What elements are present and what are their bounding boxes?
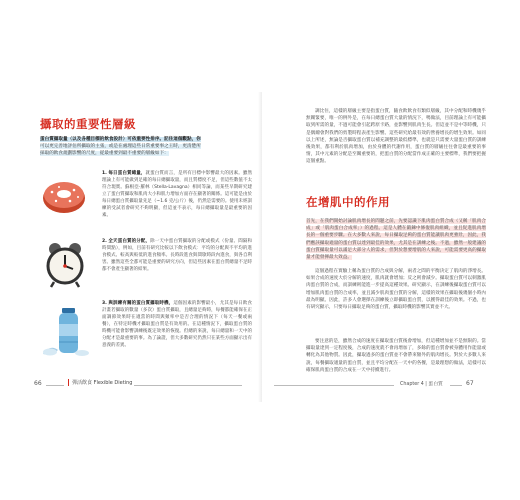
hierarchy-item-1: [40, 170, 260, 230]
item-1-number: 1.: [102, 171, 107, 176]
body-paragraph-1: [306, 268, 486, 334]
intro-paragraph: [40, 136, 254, 158]
left-page: [0, 92, 262, 402]
hierarchy-item-3: [40, 300, 260, 370]
book-spread: [0, 92, 520, 402]
donut-icon: [40, 170, 92, 222]
top-paragraph: [306, 108, 486, 165]
section-heading-right: 在增肌中的作用: [306, 195, 390, 209]
item-3-number: 3.: [102, 301, 107, 306]
body-paragraph-1-text: 這個過程在實驗上稱為蛋白質的合成與分解，兩者之間的平衡決定了肌肉的淨增長。如果合成的速度大於分解的速度，肌肉就會增加；反之則會減少。攝取蛋白質可以刺激肌肉蛋白質的合成，而訓練則能進一步提高這種效果。研究顯示，在訓練後攝取蛋白質可以增加肌肉蛋白質的合成率，並且減少肌肉蛋白質的分解，這樣的效果在攝取後幾個小時內最為明顯。因此，許多人會選擇在訓練後立即攝取蛋白質，以獲得最佳的效果。不過，也有研究顯示，只要每日攝取足夠的蛋白質，攝取時機的影響其實並不大。: [306, 269, 486, 311]
top-paragraph-text: 調比住，這樣的層級主要是指蛋白質，隨食飲飲食有類似層級，其中分配和時機幾乎無關緊要，唯一的例外是，在每日總蛋白質大量的情況下，嗎做法，目前理論上有可能攝取到所需的量，不過可能會引起跨原卡路，並影響到肌肉生長。但這並不是中等時機，只是偶爾會對我們的剪製時程表產生影響。這些研究給最有效的營養增長的增生效果。如同以上所述，無論是否攝取蛋白質以補充調整的最低標準，也就是只需要大量蛋白質的訓練後效果，都有利於肌肉增加，由於身體的代謝作用，蛋白質的層級往往會是最重要的事情，其中元素的分配是至關重要的，把蛋白質的分配當作成正確的主要標準，我們要把握這個重點。: [306, 109, 486, 165]
intro-line-1: 蛋白質攝取量（以及各種目標的飲食設計）可依重要性排序。記住這個觀點，你: [40, 137, 201, 142]
hierarchy-item-2: [40, 238, 260, 294]
left-footer: [34, 380, 244, 390]
footer-rule-right-a: [274, 385, 394, 386]
footer-rule-left-a: [46, 385, 64, 386]
body-paragraph-2-text: 要注意的是，雖然合成的速度在攝取蛋白質後會增加，但這種增加並不是無限的。當攝取量達到一定程度後，合成的速度就不會再增加了，多餘的蛋白質會被身體用作能量或轉化為其他物質。因此，攝取過多的蛋白質並不會帶來額外的肌肉增長。對於大多數人來說，每餐攝取適量的蛋白質，並且平均分配在一天中的各餐，是最理想的做法，這樣可以確保肌肉蛋白質的合成在一天中持續進行。: [306, 339, 486, 373]
item-1-body: 就蛋白質而言，是所有目標中影響最大的因素。雖然理論上有可能做到足確的每日總攝取量，而且質標度不足，但這些數值不太符合現實。蘇根亞‧羅林（Stella-Lavagna）相同等論，而某些早期研究建立了蛋白質攝取和肌肉大小和肌力增加方面存在顯著的關係。這可能是由於每日總蛋白質攝取量先足（~1.6 克/公斤）後，仍然是需要的。使用未經訓練的受試者會研究不夠明顯，但這並不表示，每日總攝取量是最重要的因素。: [102, 171, 253, 218]
highlight-paragraph-text: 首先，在我們開始討論肌肉增長的問題之前，先要認識下肌肉蛋白質合成（又稱「肌肉合成」或「肌肉蛋白合成率」）的過程。這是人體在鍛鍊中修復肌肉組織，並且促進肌肉增長的一個重要步驟。在大多數人來說，每日攝取足夠的蛋白質能讓肌肉更強壯，因此，我們應該攝取適量的蛋白質以達到最佳的效果，尤其是在訓練之後。不過，雖然一般建議的蛋白質攝取量可以滿足大部分人的需求，但對於想要增肌的人來說，可能需要更高的攝取量才能發揮最大效益。: [306, 219, 486, 261]
right-page: [262, 92, 520, 402]
right-footer: [274, 380, 482, 390]
item-2-text: [102, 238, 252, 273]
book-title: 彈活飲食 Flexible Dieting: [68, 379, 132, 386]
chapter-label: Chapter 4 | 蛋白質: [400, 382, 443, 387]
page-number-left: 66: [34, 380, 42, 387]
item-2-lead: 全天蛋白質的分配，: [108, 239, 151, 244]
page-number-right: 67: [466, 380, 474, 387]
item-2-number: 2.: [102, 239, 107, 244]
item-3-body: 這個因素的影響最小，尤其是每日飲食計畫若攝取的數量（多次）蛋白質攝取，且總量足夠時，每餐都能確保在正面調節效果時在適當的時間與頻率中是否合理的情況下（每天一餐或兩餐），在特定時機才攝取蛋白質是有效用的。在這種情況下，攝取蛋白質的時機可能會影響訓練後既定效果的恢復。但總的來說，每日總量和一天中的分配才是最重要的事。為了論證，但大多數研究仍然只在某些方面顯示出有意義的差異。: [102, 301, 253, 348]
section-heading: 攝取的重要性層級: [40, 117, 136, 131]
body-paragraph-2: [306, 338, 486, 374]
item-3-lead: 與訓練有關的蛋白質攝取時機，: [108, 301, 174, 306]
item-2-body: 除一天中蛋白質攝取的分配或模式（份量、間隔和時間點），例如，目前有研究比較以下飲食模式：平均的分配與不平均的進食模式、較高與較低的進食頻率。長時段進食與間歇時段內進食，與各自利害。雖然這些全都可能是重要的研究方向，但這些因素在蛋白質總量不足時都不會產生顯著的結果。: [102, 239, 253, 272]
intro-line-2: 可以更完善地評估所攝取的主張，或是在處理這些日常重要事之王時，更清楚所: [40, 144, 201, 150]
footer-rule-left-b: [134, 385, 242, 386]
intro-line-3: 採取的飲食規劃影響的尺度，從最重要到最不重要的層級如下：: [40, 151, 169, 157]
item-3-text: [102, 300, 252, 349]
item-1-lead: 每日蛋白質總量，: [108, 171, 146, 176]
alarm-clock-icon: [40, 238, 92, 290]
protein-shake-icon: [40, 304, 92, 356]
footer-rule-right-b: [450, 385, 462, 386]
item-1-text: [102, 170, 252, 219]
highlight-paragraph: [306, 218, 486, 262]
